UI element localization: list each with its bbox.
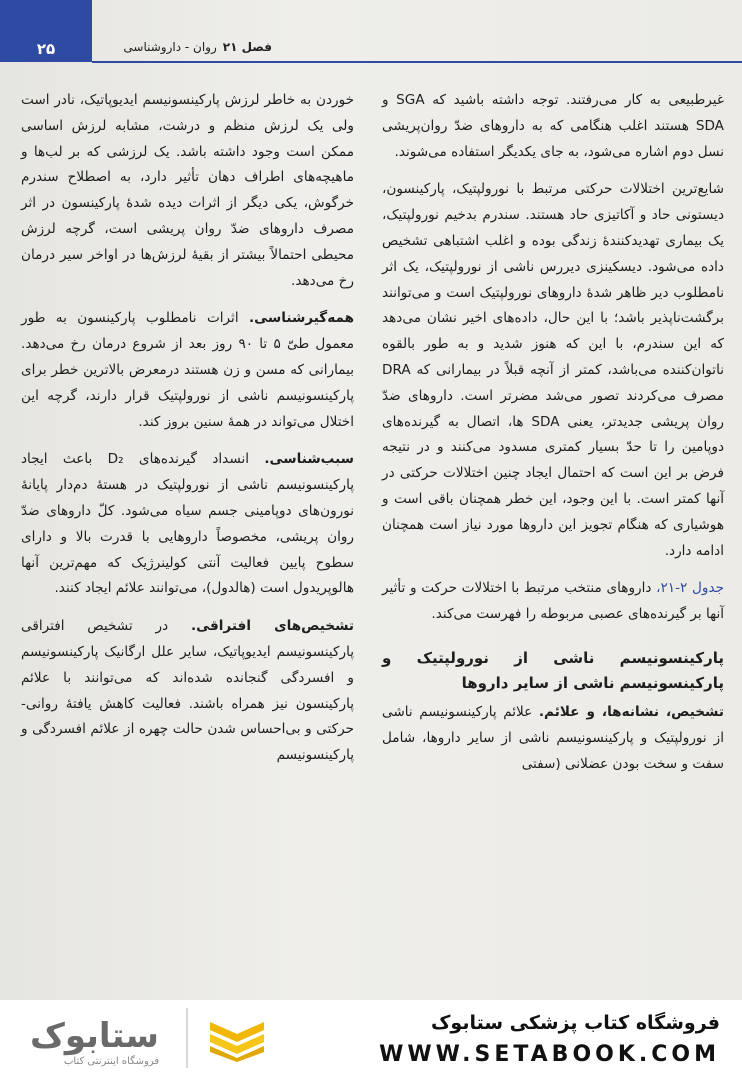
paragraph-lead: سبب‌شناسی. bbox=[264, 451, 354, 468]
book-stack-icon bbox=[206, 1014, 268, 1062]
footer-divider bbox=[186, 1008, 188, 1068]
store-name: فروشگاه کتاب پزشکی ستابوک bbox=[430, 1012, 720, 1034]
paragraph: خوردن به خاطر لرزش پارکینسونیسم ایدیوپاتیک، نادر است ولی یک لرزش منظم و درشت، مشابه لرزش اساسی ممکن است وجود داشته باشد. یک لرزشی که بر لب‌ها و ماهیچه‌های اطراف دهان تأثیر دارد، به اصطلاح سندرم خرگوش، یکی دیگر از اثرات دیده شدهٔ پارکینسون در اثر مصرف داروهای ضدّ روان پریشی است، گرچه لرزش محیطی احتمالاً بیشتر از بقیهٔ لرزش‌ها در اواخر سیر درمان رخ می‌دهد. bbox=[21, 92, 354, 289]
logo-wordmark: ستابوک bbox=[30, 1016, 159, 1056]
header-rule bbox=[92, 61, 742, 63]
paragraph: سبب‌شناسی. انسداد گیرنده‌های D₂ باعث ایجاد پارکینسونیسم ناشی از نورولپتیک در هستهٔ دم‌دار پایانهٔ نورون‌های دوپامینی جسم سیاه می‌شود. کلّ داروهای ضدّ روان پریشی، مخصوصاً داروهایی با قدرت بالا و دارای سطوح پایین فعالیت آنتی کولینرژیک که مهم‌ترین آنها هالوپریدول است (هالدول)، می‌توانند علائم ایجاد کنند. bbox=[21, 451, 354, 597]
page-number-tab bbox=[0, 0, 92, 62]
paragraph: شایع‌ترین اختلالات حرکتی مرتبط با نورولپتیک، پارکینسون، دیستونی حاد و آکاتیزی حاد هستند. سندرم بدخیم نورولپتیک، یک بیماری تهدیدکنندهٔ زندگی بوده و اغلب اشتباهی تشخیص داده می‌شود. دیسکینزی دیررس ناشی از نورولپتیک، یک اثر نامطلوب دیر ظاهر شدهٔ داروهای نورولپتیک است و می‌توانند برگشت‌ناپذیر باشد؛ با این حال، داده‌های اخیر نشان می‌دهد که این سندرم، با این که هنوز شدید و به طور بالقوه ناتوان‌کننده می‌باشد، کمتر از آنچه قبلاً در بیمارانی که DRA مصرف می‌کردند تصور می‌شد مضرتر است. داروهای ضدّ روان پریشی جدیدتر، یعنی SDA ها، اتصال به گیرنده‌های دوپامین را تا حدّ بسیار کمتری مسدود می‌کنند و در نتیجه فرض بر این است که احتمال ایجاد چنین اختلالات حرکتی در آنها کمتر است. با این وجود، این خطر همچنان باقی است و هوشیاری که هنگام تجویز این داروها مورد نیاز است همچنان ادامه دارد. bbox=[382, 181, 724, 559]
paragraph: غیرطبیعی به کار می‌رفتند. توجه داشته باشید که SGA و SDA هستند اغلب هنگامی که به داروهای ضدّ روان‌پریشی نسل دوم اشاره می‌شود، به جای یکدیگر استفاده می‌شوند. bbox=[382, 92, 725, 160]
section-heading: پارکینسونیسم ناشی از نورولپتیک و پارکینسونیسم ناشی از سایر داروها bbox=[382, 648, 724, 692]
store-footer-banner bbox=[0, 1000, 742, 1079]
table-reference-link[interactable]: جدول ۲-۲۱، bbox=[656, 580, 725, 597]
page-header bbox=[0, 0, 742, 62]
paragraph: تشخیص‌های افتراقی. در تشخیص افتراقی پارکینسونیسم ایدیوپاتیک، سایر علل ارگانیک پارکینسونیسم و افسردگی گنجانده شده‌اند که می‌توانند با علائم پارکینسون نیز همراه باشند. فعالیت کاهش یافتهٔ روانی- حرکتی و بی‌احساس شدن حالت چهره از علائم افسردگی و پارکینسونیسم bbox=[21, 618, 355, 764]
right-column bbox=[382, 88, 724, 789]
paragraph-lead: تشخیص‌های افتراقی. bbox=[190, 618, 355, 635]
section-title: روان - داروشناسی bbox=[123, 40, 217, 54]
store-url-link[interactable]: WWW.SETABOOK.COM bbox=[379, 1042, 720, 1067]
paragraph-lead: همه‌گیرشناسی. bbox=[249, 310, 354, 327]
running-title bbox=[123, 40, 272, 54]
paragraph: جدول ۲-۲۱، داروهای منتخب مرتبط با اختلالات حرکت و تأثیر آنها بر گیرنده‌های عصبی مربوطه را فهرست می‌کند. bbox=[382, 580, 725, 623]
paragraph: همه‌گیرشناسی. اثرات نامطلوب پارکینسون به طور معمول طیّ ۵ تا ۹۰ روز بعد از شروع درمان رخ می‌دهد. بیمارانی که مسن و زن هستند درمعرض بالاترین خطر برای پارکینسونیسم ناشی از نورولپتیک قرار دارند، گرچه این اختلال می‌تواند در همهٔ سنین بروز کند. bbox=[21, 310, 355, 430]
logo-subtitle: فروشگاه اینترنتی کتاب bbox=[64, 1056, 160, 1067]
left-column bbox=[21, 88, 354, 781]
chapter-label: فصل ۲۱ bbox=[222, 40, 272, 54]
paragraph: تشخیص، نشانه‌ها، و علائم. علائم پارکینسونیسم ناشی از نورولپتیک و پارکینسونیسم ناشی از سایر داروها، شامل سفت و سخت بودن عضلانی (سفتی bbox=[382, 703, 724, 772]
paragraph-lead: تشخیص، نشانه‌ها، و علائم. bbox=[538, 703, 724, 720]
page-number: ۲۵ bbox=[36, 40, 56, 58]
